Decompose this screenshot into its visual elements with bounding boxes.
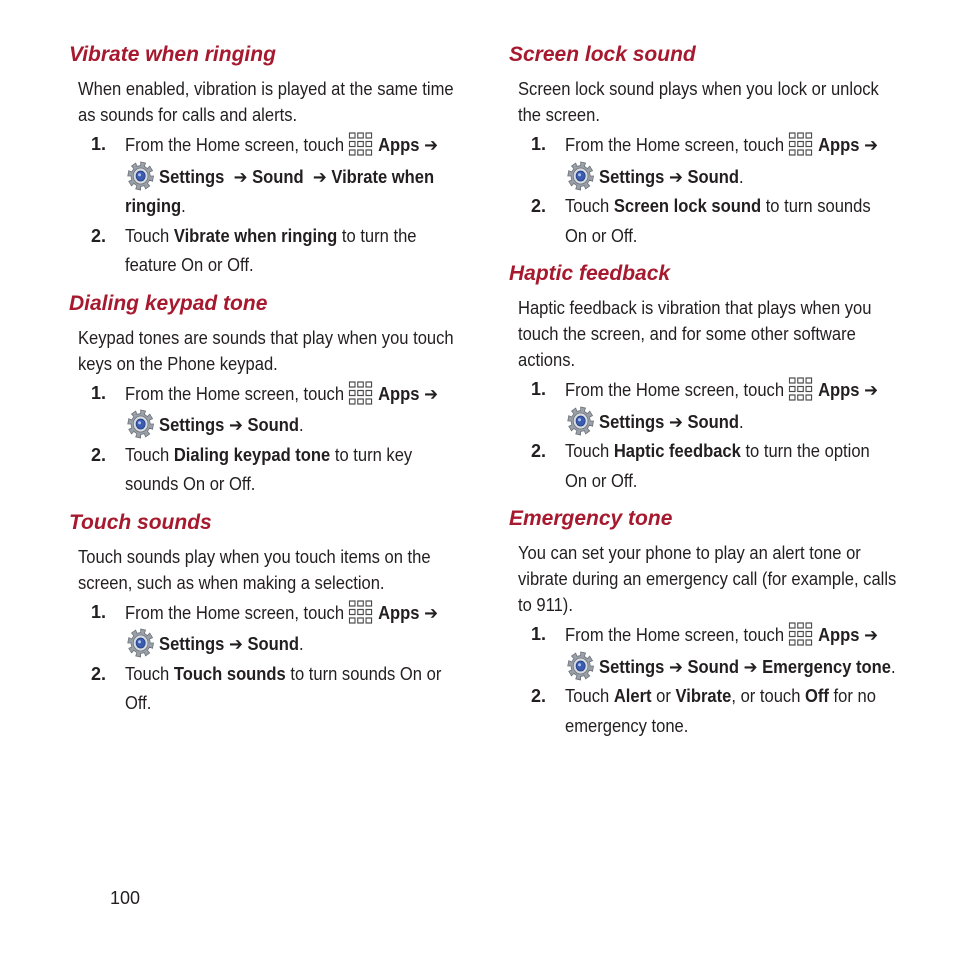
step-1: [531, 620, 909, 682]
arrow: ➔: [233, 166, 248, 187]
target-label: Vibrate when ringing: [173, 225, 338, 246]
settings-label: Settings: [159, 415, 225, 435]
step-1: [531, 130, 909, 192]
arrow: ➔: [864, 135, 879, 155]
step-2: [531, 682, 909, 741]
target-label: Vibrate when ringing: [125, 166, 435, 216]
step-2: [531, 192, 909, 251]
step-text: Touch: [565, 441, 610, 461]
step-end: .: [299, 634, 304, 654]
settings-label: Settings: [159, 634, 225, 654]
step-text: From the Home screen, touch: [565, 380, 785, 400]
section-intro: Touch sounds play when you touch items on the screen, such as when making a selection.: [78, 546, 431, 593]
apps-grid-icon: [347, 379, 375, 408]
section-touch-sounds: [69, 508, 469, 719]
settings-gear-icon: [127, 161, 155, 191]
step-text: From the Home screen, touch: [565, 625, 785, 645]
arrow: ➔: [228, 415, 243, 435]
off-label: Off: [805, 686, 829, 706]
section-dialing-keypad-tone: [69, 289, 469, 500]
section-intro: Keypad tones are sounds that play when you touch keys on the Phone keypad.: [78, 327, 454, 374]
sound-label: Sound: [687, 166, 740, 187]
step-number: 2.: [91, 663, 107, 684]
arrow: ➔: [312, 166, 327, 187]
settings-gear-icon: [127, 628, 155, 658]
apps-grid-icon: [787, 130, 815, 159]
step-number: 2.: [531, 686, 547, 706]
sound-label: Sound: [687, 411, 740, 432]
apps-label: Apps: [818, 380, 860, 400]
section-vibrate-when-ringing: [69, 40, 469, 281]
step-number: 1.: [91, 382, 107, 403]
section-intro: Screen lock sound plays when you lock or unlock the screen.: [518, 79, 879, 125]
arrow: ➔: [424, 602, 439, 623]
step-end: .: [299, 415, 304, 435]
step-text: for no emergency tone.: [565, 686, 876, 736]
step-end: .: [890, 656, 896, 677]
apps-grid-icon: [787, 620, 815, 649]
alert-label: Alert: [613, 686, 652, 706]
target-label: Emergency tone: [762, 656, 891, 677]
step-2: [91, 441, 469, 500]
step-text: From the Home screen, touch: [125, 602, 345, 623]
section-heading: Emergency tone: [509, 507, 673, 530]
section-heading: Dialing keypad tone: [69, 291, 268, 315]
apps-label: Apps: [378, 383, 420, 404]
step-1: [91, 130, 469, 222]
step-text: From the Home screen, touch: [125, 383, 345, 404]
step-number: 1.: [531, 134, 547, 154]
settings-label: Settings: [599, 411, 665, 432]
section-intro: Haptic feedback is vibration that plays when you touch the screen, and for some other software actions.: [518, 298, 872, 370]
sound-label: Sound: [247, 634, 300, 654]
step-text: From the Home screen, touch: [565, 135, 785, 155]
step-1: [91, 598, 469, 660]
step-number: 2.: [91, 444, 107, 465]
step-number: 1.: [531, 379, 547, 399]
section-heading: Haptic feedback: [509, 262, 671, 285]
target-label: Haptic feedback: [613, 441, 741, 461]
sound-label: Sound: [687, 656, 740, 677]
arrow: ➔: [743, 656, 758, 677]
settings-gear-icon: [567, 651, 595, 681]
step-number: 2.: [531, 441, 547, 461]
arrow: ➔: [668, 166, 683, 187]
section-emergency-tone: [509, 504, 909, 741]
section-intro: When enabled, vibration is played at the same time as sounds for calls and alerts.: [78, 79, 454, 125]
section-intro: You can set your phone to play an alert tone or vibrate during an emergency call (for example, calls to 911).: [518, 543, 897, 615]
page-number: 100: [110, 888, 141, 908]
step-text: Touch: [125, 444, 170, 465]
settings-gear-icon: [127, 409, 155, 439]
step-text: Touch: [565, 196, 610, 216]
target-label: Dialing keypad tone: [173, 444, 331, 465]
apps-grid-icon: [787, 375, 815, 404]
step-text: to turn the option On or Off.: [565, 441, 870, 491]
settings-label: Settings: [599, 656, 665, 677]
step-number: 2.: [91, 225, 107, 246]
step-text: , or touch: [731, 686, 801, 706]
step-2: [91, 660, 469, 719]
arrow: ➔: [864, 380, 879, 400]
arrow: ➔: [864, 625, 879, 645]
apps-label: Apps: [818, 625, 860, 645]
settings-label: Settings: [159, 166, 225, 187]
step-text: to turn the feature On or Off.: [125, 225, 417, 275]
arrow: ➔: [424, 383, 439, 404]
step-text: Touch: [565, 686, 610, 706]
sound-label: Sound: [247, 415, 300, 435]
left-column: [69, 40, 469, 727]
step-text: to turn sounds On or Off.: [565, 196, 871, 246]
apps-label: Apps: [818, 135, 860, 155]
step-text: or: [656, 686, 671, 706]
section-screen-lock-sound: [509, 40, 909, 251]
target-label: Screen lock sound: [613, 196, 762, 216]
step-end: .: [739, 411, 744, 432]
apps-grid-icon: [347, 130, 375, 159]
section-heading: Touch sounds: [69, 510, 212, 534]
right-column: [509, 40, 909, 749]
arrow: ➔: [668, 411, 683, 432]
apps-grid-icon: [347, 598, 375, 627]
step-end: .: [181, 196, 186, 216]
apps-label: Apps: [378, 135, 420, 155]
section-haptic-feedback: [509, 259, 909, 496]
step-text: Touch: [125, 663, 170, 684]
vibrate-label: Vibrate: [675, 686, 732, 706]
arrow: ➔: [424, 135, 439, 155]
arrow: ➔: [228, 634, 243, 654]
arrow: ➔: [668, 656, 683, 677]
step-text: Touch: [125, 225, 170, 246]
step-2: [531, 437, 909, 496]
step-text: to turn sounds On or Off.: [125, 663, 442, 713]
step-number: 1.: [91, 134, 107, 154]
step-text: to turn key sounds On or Off.: [125, 444, 413, 494]
step-text: From the Home screen, touch: [125, 135, 345, 155]
target-label: Touch sounds: [173, 663, 286, 684]
step-2: [91, 222, 469, 281]
step-1: [531, 375, 909, 437]
sound-label: Sound: [252, 166, 304, 187]
step-1: [91, 379, 469, 441]
settings-label: Settings: [599, 166, 665, 187]
settings-gear-icon: [567, 406, 595, 436]
step-number: 2.: [531, 196, 547, 216]
step-number: 1.: [91, 601, 107, 622]
apps-label: Apps: [378, 602, 420, 623]
step-number: 1.: [531, 624, 547, 644]
settings-gear-icon: [567, 161, 595, 191]
section-heading: Screen lock sound: [509, 43, 696, 66]
section-heading: Vibrate when ringing: [69, 43, 276, 66]
step-end: .: [739, 166, 744, 187]
